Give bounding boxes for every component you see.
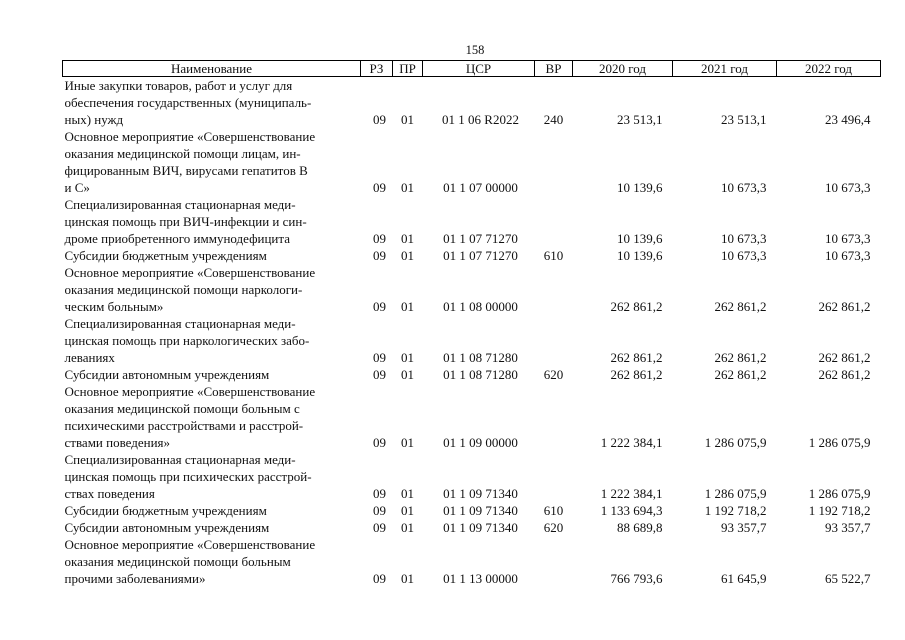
row-pr: 01 <box>401 299 414 314</box>
row-2021-amount: 1 192 718,2 <box>704 503 767 518</box>
row-2022-amount: 262 861,2 <box>818 350 871 365</box>
row-name: Основное мероприятие «Совершенствование оказания медицинской помощи больным прочими заболеваниями» <box>64 537 316 586</box>
row-vr <box>535 536 573 587</box>
row-2020-amount: 1 133 694,3 <box>600 503 663 518</box>
row-2021-amount: 61 645,9 <box>721 571 767 586</box>
row-csr: 01 1 09 00000 <box>443 435 518 450</box>
row-2021-amount: 10 673,3 <box>721 231 767 246</box>
row-2022-amount: 23 496,4 <box>825 112 871 127</box>
row-2020-amount: 766 793,6 <box>610 571 663 586</box>
row-2020-amount: 1 222 384,1 <box>600 486 663 501</box>
row-2020-amount: 23 513,1 <box>617 112 663 127</box>
row-pr: 01 <box>401 180 414 195</box>
row-2021-amount: 10 673,3 <box>721 180 767 195</box>
table-row <box>63 536 881 587</box>
row-name: Основное мероприятие «Совершенствование оказания медицинской помощи лицам, ин- фицированным ВИЧ, вирусами гепатитов В и С» <box>64 129 316 195</box>
row-rz: 09 <box>373 367 386 382</box>
row-rz: 09 <box>373 180 386 195</box>
row-csr: 01 1 08 00000 <box>443 299 518 314</box>
row-pr: 01 <box>401 367 414 382</box>
table-row <box>63 366 881 383</box>
row-vr <box>535 383 573 451</box>
row-vr <box>535 451 573 502</box>
row-vr: 620 <box>543 520 564 535</box>
page-number: 158 <box>465 43 485 57</box>
row-rz: 09 <box>373 112 386 127</box>
row-2020-amount: 262 861,2 <box>610 350 663 365</box>
table-row <box>63 502 881 519</box>
table-row <box>63 196 881 247</box>
row-vr: 610 <box>543 248 564 263</box>
row-pr: 01 <box>401 435 414 450</box>
row-vr <box>535 315 573 366</box>
row-2021-amount: 93 357,7 <box>721 520 767 535</box>
row-rz: 09 <box>373 520 386 535</box>
table-header-row <box>63 61 881 77</box>
column-header-name: Наименование <box>63 61 361 77</box>
row-2022-amount: 1 286 075,9 <box>808 435 871 450</box>
row-vr: 240 <box>543 112 564 127</box>
row-vr: 620 <box>543 367 564 382</box>
row-pr: 01 <box>401 248 414 263</box>
row-name: Основное мероприятие «Совершенствование оказания медицинской помощи наркологи- ческим больным» <box>64 265 316 314</box>
row-vr <box>535 128 573 196</box>
row-2020-amount: 10 139,6 <box>617 180 663 195</box>
row-csr: 01 1 09 71340 <box>443 520 518 535</box>
row-rz: 09 <box>373 486 386 501</box>
row-vr <box>535 264 573 315</box>
row-name: Иные закупки товаров, работ и услуг для обеспечения государственных (муниципаль- ных) нужд <box>64 78 312 127</box>
row-csr: 01 1 08 71280 <box>443 350 518 365</box>
table-row <box>63 247 881 264</box>
row-2022-amount: 1 286 075,9 <box>808 486 871 501</box>
row-pr: 01 <box>401 112 414 127</box>
row-name: Субсидии автономным учреждениям <box>64 520 270 535</box>
row-rz: 09 <box>373 571 386 586</box>
row-rz: 09 <box>373 503 386 518</box>
table-row <box>63 128 881 196</box>
row-csr: 01 1 07 00000 <box>443 180 518 195</box>
row-2021-amount: 262 861,2 <box>714 367 767 382</box>
row-2020-amount: 88 689,8 <box>617 520 663 535</box>
row-rz: 09 <box>373 248 386 263</box>
row-2021-amount: 1 286 075,9 <box>704 486 767 501</box>
row-2022-amount: 10 673,3 <box>825 231 871 246</box>
table-row <box>63 264 881 315</box>
row-2021-amount: 1 286 075,9 <box>704 435 767 450</box>
table-row <box>63 383 881 451</box>
row-csr: 01 1 07 71270 <box>443 231 518 246</box>
column-header-2021: 2021 год <box>673 61 777 77</box>
row-vr <box>535 196 573 247</box>
column-header-csr: ЦСР <box>423 61 535 77</box>
row-rz: 09 <box>373 435 386 450</box>
column-header-pr: ПР <box>393 61 423 77</box>
column-header-2020: 2020 год <box>573 61 673 77</box>
row-csr: 01 1 09 71340 <box>443 486 518 501</box>
row-rz: 09 <box>373 231 386 246</box>
column-header-2022: 2022 год <box>777 61 881 77</box>
row-csr: 01 1 07 71270 <box>443 248 518 263</box>
row-pr: 01 <box>401 350 414 365</box>
budget-table <box>62 60 881 587</box>
table-body <box>63 77 881 588</box>
column-header-rz: РЗ <box>361 61 393 77</box>
column-header-vr: ВР <box>535 61 573 77</box>
row-csr: 01 1 09 71340 <box>443 503 518 518</box>
row-name: Специализированная стационарная меди- цинская помощь при наркологических забо- леваниях <box>64 316 310 365</box>
row-pr: 01 <box>401 571 414 586</box>
row-csr: 01 1 08 71280 <box>443 367 518 382</box>
row-2020-amount: 262 861,2 <box>610 367 663 382</box>
row-2021-amount: 23 513,1 <box>721 112 767 127</box>
row-name: Специализированная стационарная меди- цинская помощь при ВИЧ-инфекции и син- дроме приобретенного иммунодефицита <box>64 197 307 246</box>
row-2020-amount: 1 222 384,1 <box>600 435 663 450</box>
row-pr: 01 <box>401 503 414 518</box>
row-name: Субсидии бюджетным учреждениям <box>64 503 267 518</box>
row-2022-amount: 262 861,2 <box>818 367 871 382</box>
row-2022-amount: 1 192 718,2 <box>808 503 871 518</box>
row-pr: 01 <box>401 486 414 501</box>
row-pr: 01 <box>401 231 414 246</box>
row-2021-amount: 262 861,2 <box>714 350 767 365</box>
row-rz: 09 <box>373 299 386 314</box>
row-name: Специализированная стационарная меди- цинская помощь при психических расстрой- ствах поведения <box>64 452 312 501</box>
row-vr: 610 <box>543 503 564 518</box>
row-rz: 09 <box>373 350 386 365</box>
table-row <box>63 451 881 502</box>
row-2022-amount: 65 522,7 <box>825 571 871 586</box>
row-name: Основное мероприятие «Совершенствование оказания медицинской помощи больным с психическими расстройствами и расстрой- ствами поведения» <box>64 384 316 450</box>
row-2022-amount: 93 357,7 <box>825 520 871 535</box>
row-csr: 01 1 06 R2022 <box>442 112 519 127</box>
row-name: Субсидии бюджетным учреждениям <box>64 248 267 263</box>
row-2022-amount: 10 673,3 <box>825 248 871 263</box>
row-2022-amount: 262 861,2 <box>818 299 871 314</box>
row-name: Субсидии автономным учреждениям <box>64 367 270 382</box>
row-2020-amount: 10 139,6 <box>617 231 663 246</box>
row-2021-amount: 10 673,3 <box>721 248 767 263</box>
row-csr: 01 1 13 00000 <box>443 571 518 586</box>
table-row <box>63 315 881 366</box>
row-pr: 01 <box>401 520 414 535</box>
table-row <box>63 519 881 536</box>
row-2021-amount: 262 861,2 <box>714 299 767 314</box>
row-2020-amount: 262 861,2 <box>610 299 663 314</box>
row-2020-amount: 10 139,6 <box>617 248 663 263</box>
table-row <box>63 77 881 129</box>
row-2022-amount: 10 673,3 <box>825 180 871 195</box>
